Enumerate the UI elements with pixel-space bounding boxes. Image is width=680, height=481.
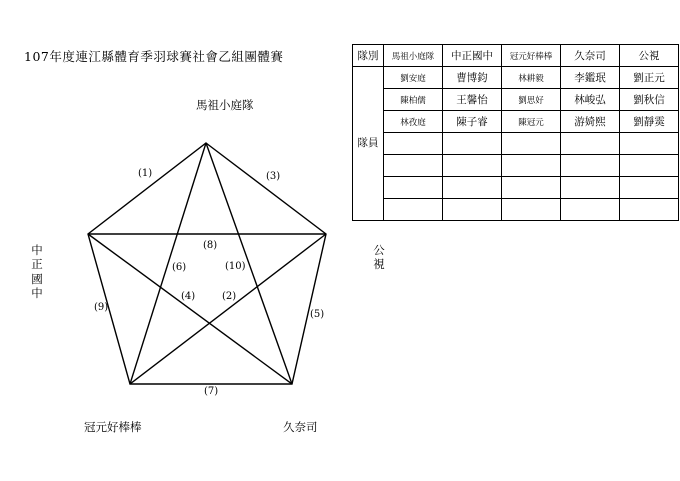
table-cell: 林耕毅 [502,67,561,89]
table-row [353,67,679,89]
match-number-8: (8) [203,240,218,251]
table-cell: 劉思好 [502,89,561,111]
table-cell [384,177,443,199]
header-cell-team-5: 公視 [620,45,679,67]
table-cell [502,177,561,199]
table-cell [561,155,620,177]
table-row [353,155,679,177]
table-row [353,133,679,155]
team-label-left: 中正國中 [31,243,43,301]
table-cell: 劉安庭 [384,67,443,89]
table-cell [561,199,620,221]
match-number-3: (3) [266,171,281,182]
team-label-bottom-right: 久奈司 [283,420,318,434]
table-cell [384,155,443,177]
match-number-7: (7) [204,386,219,397]
table-cell: 劉靜霙 [620,111,679,133]
table-cell: 林峻弘 [561,89,620,111]
header-cell-team-4: 久奈司 [561,45,620,67]
table-cell [443,155,502,177]
match-number-2: (2) [222,291,237,302]
table-row [353,177,679,199]
header-cell-team-2: 中正國中 [443,45,502,67]
header-cell-team-1: 馬祖小庭隊 [384,45,443,67]
table-cell [561,133,620,155]
header-cell-team-3: 冠元好棒棒 [502,45,561,67]
table-cell [443,133,502,155]
team-label-bottom-left: 冠元好棒棒 [84,420,142,434]
table-cell [443,177,502,199]
table-cell [502,133,561,155]
match-number-5: (5) [310,309,325,320]
table-row [353,89,679,111]
table-cell [384,133,443,155]
table-cell [620,133,679,155]
table-cell: 王馨怡 [443,89,502,111]
match-number-9: (9) [94,302,109,313]
table-cell [620,177,679,199]
header-cell-team: 隊別 [353,45,384,67]
roster-table [352,44,679,221]
page-title: 107年度連江縣體育季羽球賽社會乙組團體賽 [24,49,284,64]
table-cell: 林孜庭 [384,111,443,133]
table-cell [502,155,561,177]
match-number-4: (4) [181,291,196,302]
table-cell [443,199,502,221]
table-row [353,111,679,133]
table-cell: 李鑑珉 [561,67,620,89]
table-cell: 陳子睿 [443,111,502,133]
team-label-right: 公視 [373,243,385,272]
table-cell: 劉秋信 [620,89,679,111]
match-number-1: (1) [138,168,153,179]
match-number-6: (6) [172,262,187,273]
table-row [353,199,679,221]
table-cell: 曹博鈞 [443,67,502,89]
table-cell: 陳柏儒 [384,89,443,111]
table-cell [620,155,679,177]
table-header-row [353,45,679,67]
table-cell: 游婍熙 [561,111,620,133]
table-cell: 劉正元 [620,67,679,89]
match-number-10: (10) [225,261,246,272]
row-label-members: 隊員 [353,67,384,221]
table-cell [561,177,620,199]
table-cell [620,199,679,221]
table-cell [384,199,443,221]
table-cell: 陳冠元 [502,111,561,133]
team-label-top: 馬祖小庭隊 [196,98,254,112]
table-cell [502,199,561,221]
